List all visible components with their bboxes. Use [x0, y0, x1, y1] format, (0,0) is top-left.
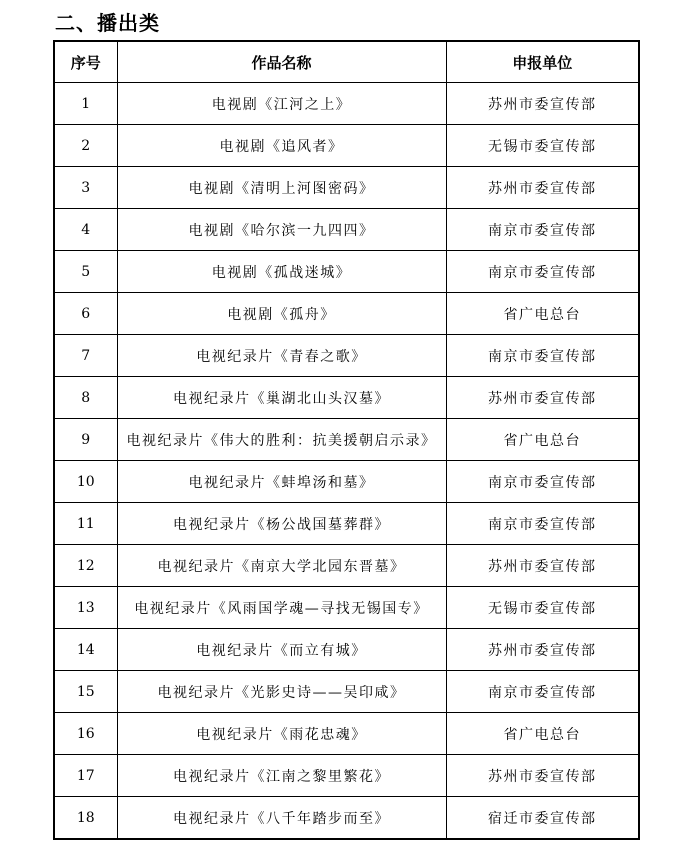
row-unit: 南京市委宣传部: [446, 209, 639, 251]
row-seq: 7: [54, 335, 117, 377]
row-seq: 5: [54, 251, 117, 293]
row-seq: 12: [54, 545, 117, 587]
table-row: [54, 461, 639, 503]
table-row: [54, 251, 639, 293]
row-work-name: 电视纪录片《杨公战国墓葬群》: [117, 503, 446, 545]
table-row: [54, 629, 639, 671]
row-work-name: 电视纪录片《而立有城》: [117, 629, 446, 671]
row-seq: 14: [54, 629, 117, 671]
row-unit: 苏州市委宣传部: [446, 755, 639, 797]
row-work-name: 电视纪录片《风雨国学魂—寻找无锡国专》: [117, 587, 446, 629]
row-seq: 17: [54, 755, 117, 797]
row-seq: 6: [54, 293, 117, 335]
row-work-name: 电视纪录片《八千年踏步而至》: [117, 797, 446, 840]
row-unit: 省广电总台: [446, 293, 639, 335]
row-unit: 苏州市委宣传部: [446, 545, 639, 587]
section-title: 二、播出类: [55, 11, 160, 35]
table-row: [54, 755, 639, 797]
row-work-name: 电视纪录片《雨花忠魂》: [117, 713, 446, 755]
row-work-name: 电视剧《追风者》: [117, 125, 446, 167]
row-unit: 无锡市委宣传部: [446, 125, 639, 167]
row-seq: 16: [54, 713, 117, 755]
row-unit: 南京市委宣传部: [446, 461, 639, 503]
row-work-name: 电视纪录片《巢湖北山头汉墓》: [117, 377, 446, 419]
row-work-name: 电视纪录片《南京大学北园东晋墓》: [117, 545, 446, 587]
row-work-name: 电视纪录片《青春之歌》: [117, 335, 446, 377]
row-unit: 省广电总台: [446, 419, 639, 461]
table-row: [54, 377, 639, 419]
row-seq: 3: [54, 167, 117, 209]
row-work-name: 电视剧《孤舟》: [117, 293, 446, 335]
table-row: [54, 587, 639, 629]
table-row: [54, 545, 639, 587]
table-row: [54, 125, 639, 167]
row-seq: 10: [54, 461, 117, 503]
works-table: [53, 40, 640, 840]
row-seq: 2: [54, 125, 117, 167]
row-work-name: 电视纪录片《蚌埠汤和墓》: [117, 461, 446, 503]
row-unit: 南京市委宣传部: [446, 503, 639, 545]
table-row: [54, 503, 639, 545]
row-seq: 18: [54, 797, 117, 840]
header-name: 作品名称: [117, 41, 446, 83]
row-unit: 南京市委宣传部: [446, 671, 639, 713]
row-seq: 1: [54, 83, 117, 125]
row-seq: 4: [54, 209, 117, 251]
row-seq: 8: [54, 377, 117, 419]
header-seq: 序号: [54, 41, 117, 83]
row-work-name: 电视剧《孤战迷城》: [117, 251, 446, 293]
row-seq: 15: [54, 671, 117, 713]
row-work-name: 电视剧《江河之上》: [117, 83, 446, 125]
row-work-name: 电视剧《哈尔滨一九四四》: [117, 209, 446, 251]
row-seq: 9: [54, 419, 117, 461]
table-row: [54, 419, 639, 461]
row-unit: 宿迁市委宣传部: [446, 797, 639, 840]
row-unit: 苏州市委宣传部: [446, 377, 639, 419]
row-unit: 南京市委宣传部: [446, 251, 639, 293]
row-unit: 苏州市委宣传部: [446, 167, 639, 209]
table-header-row: [54, 41, 639, 83]
row-unit: 无锡市委宣传部: [446, 587, 639, 629]
table-row: [54, 293, 639, 335]
row-unit: 苏州市委宣传部: [446, 629, 639, 671]
table-row: [54, 167, 639, 209]
row-seq: 13: [54, 587, 117, 629]
row-work-name: 电视纪录片《伟大的胜利：抗美援朝启示录》: [117, 419, 446, 461]
table-row: [54, 671, 639, 713]
table-row: [54, 209, 639, 251]
row-unit: 苏州市委宣传部: [446, 83, 639, 125]
table-row: [54, 335, 639, 377]
row-work-name: 电视剧《清明上河图密码》: [117, 167, 446, 209]
row-unit: 南京市委宣传部: [446, 335, 639, 377]
table-row: [54, 83, 639, 125]
row-work-name: 电视纪录片《光影史诗——吴印咸》: [117, 671, 446, 713]
table-row: [54, 713, 639, 755]
table-row: [54, 797, 639, 840]
header-unit: 申报单位: [446, 41, 639, 83]
row-seq: 11: [54, 503, 117, 545]
row-unit: 省广电总台: [446, 713, 639, 755]
row-work-name: 电视纪录片《江南之黎里繁花》: [117, 755, 446, 797]
